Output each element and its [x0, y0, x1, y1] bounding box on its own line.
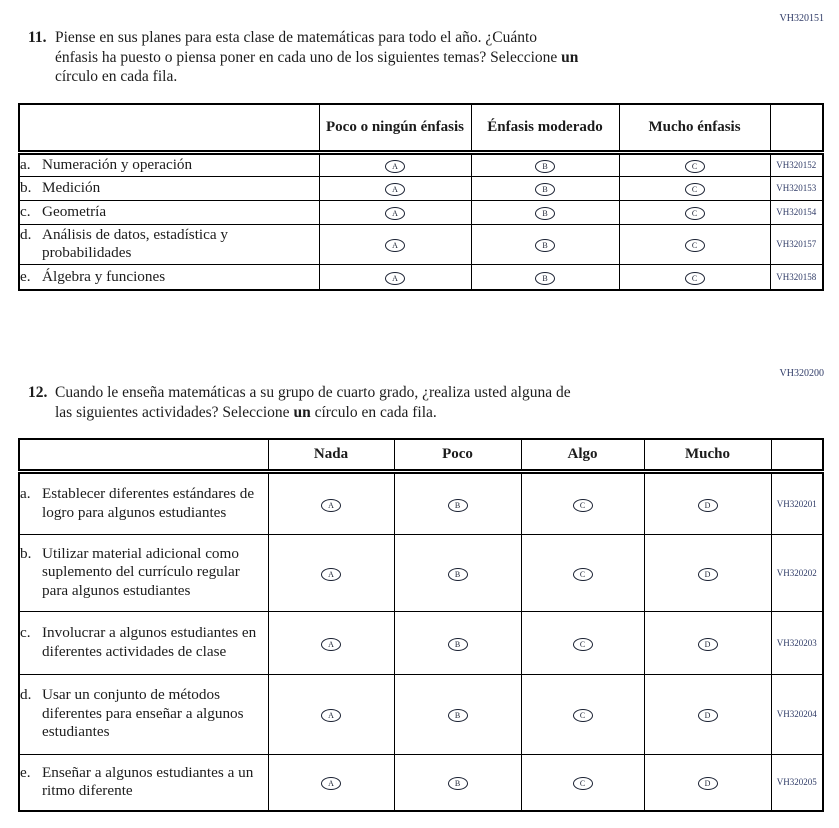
option-cell — [394, 534, 521, 611]
option-cell — [268, 611, 394, 674]
option-circle-c[interactable]: C — [573, 499, 593, 512]
table-row — [19, 176, 823, 200]
table-row — [19, 200, 823, 224]
option-cell — [471, 176, 619, 200]
option-cell — [319, 224, 471, 264]
option-cell — [619, 224, 770, 264]
row-label-cell: b. Utilizar material adicional como suplemento del currículo regular para algunos estudiantes — [19, 534, 268, 611]
option-circle-d[interactable]: D — [698, 499, 718, 512]
option-circle-b[interactable]: B — [535, 183, 555, 196]
table2-header-row — [19, 439, 823, 471]
option-cell — [521, 674, 644, 754]
header-nada: Nada — [268, 439, 394, 471]
row-code: VH320153 — [770, 176, 823, 200]
option-cell — [268, 754, 394, 811]
bold-un: un — [561, 48, 579, 66]
option-cell — [619, 176, 770, 200]
row-code: VH320201 — [771, 471, 823, 534]
option-cell — [471, 224, 619, 264]
question-11-line3: círculo en cada fila. — [55, 68, 178, 85]
question-11-code: VH320151 — [779, 13, 824, 24]
question-11-number: 11. — [28, 29, 47, 46]
option-cell — [394, 471, 521, 534]
option-circle-c[interactable]: C — [685, 207, 705, 220]
option-cell — [394, 674, 521, 754]
option-cell — [521, 471, 644, 534]
option-circle-c[interactable]: C — [685, 272, 705, 285]
header-empty — [19, 104, 319, 152]
question-11-text — [55, 28, 578, 87]
row-label-cell: a. Numeración y operación — [19, 152, 319, 176]
option-circle-c[interactable]: C — [573, 709, 593, 722]
header-poco: Poco — [394, 439, 521, 471]
option-cell — [619, 200, 770, 224]
row-code: VH320157 — [770, 224, 823, 264]
option-circle-d[interactable]: D — [698, 709, 718, 722]
header-empty — [770, 104, 823, 152]
table-row — [19, 611, 823, 674]
option-circle-a[interactable]: A — [385, 160, 405, 173]
row-label-cell: d. Análisis de datos, estadística y probabilidades — [19, 224, 319, 264]
option-cell — [319, 152, 471, 176]
table1-header-row — [19, 104, 823, 152]
question-11 — [28, 28, 653, 87]
option-circle-a[interactable]: A — [321, 568, 341, 581]
option-circle-c[interactable]: C — [685, 239, 705, 252]
row-label-cell: d. Usar un conjunto de métodos diferentes para enseñar a algunos estudiantes — [19, 674, 268, 754]
row-code: VH320204 — [771, 674, 823, 754]
option-cell — [521, 534, 644, 611]
option-circle-b[interactable]: B — [448, 568, 468, 581]
option-circle-a[interactable]: A — [321, 499, 341, 512]
option-cell — [644, 471, 771, 534]
option-circle-a[interactable]: A — [385, 183, 405, 196]
option-circle-a[interactable]: A — [385, 239, 405, 252]
option-circle-c[interactable]: C — [573, 638, 593, 651]
header-mucho: Mucho — [644, 439, 771, 471]
option-circle-a[interactable]: A — [321, 777, 341, 790]
option-cell — [471, 200, 619, 224]
table-row — [19, 152, 823, 176]
option-circle-b[interactable]: B — [448, 777, 468, 790]
header-poco-ningun-enfasis: Poco o ningún énfasis — [319, 104, 471, 152]
table-row — [19, 224, 823, 264]
option-cell — [619, 264, 770, 290]
table-row — [19, 264, 823, 290]
option-cell — [268, 674, 394, 754]
option-circle-c[interactable]: C — [573, 568, 593, 581]
header-empty — [771, 439, 823, 471]
question-12 — [28, 383, 678, 422]
row-code: VH320205 — [771, 754, 823, 811]
option-cell — [644, 674, 771, 754]
emphasis-table — [18, 103, 824, 291]
option-cell — [394, 754, 521, 811]
option-circle-c[interactable]: C — [685, 183, 705, 196]
header-mucho-enfasis: Mucho énfasis — [619, 104, 770, 152]
option-circle-b[interactable]: B — [448, 499, 468, 512]
option-cell — [619, 152, 770, 176]
option-circle-c[interactable]: C — [685, 160, 705, 173]
option-circle-a[interactable]: A — [385, 207, 405, 220]
option-circle-d[interactable]: D — [698, 568, 718, 581]
option-cell — [268, 534, 394, 611]
question-11-line2: énfasis ha puesto o piensa poner en cada uno de los siguientes temas? Seleccione un — [55, 48, 579, 66]
option-circle-b[interactable]: B — [535, 160, 555, 173]
option-circle-c[interactable]: C — [573, 777, 593, 790]
option-cell — [394, 611, 521, 674]
option-circle-b[interactable]: B — [448, 709, 468, 722]
question-12-line2: las siguientes actividades? Seleccione un círculo en cada fila. — [55, 403, 437, 421]
table-row — [19, 674, 823, 754]
question-12-number: 12. — [28, 384, 48, 401]
option-cell — [471, 264, 619, 290]
option-cell — [319, 264, 471, 290]
question-12-line1: Cuando le enseña matemáticas a su grupo de cuarto grado, ¿realiza usted alguna de — [55, 384, 571, 401]
row-label-cell: e. Enseñar a algunos estudiantes a un ritmo diferente — [19, 754, 268, 811]
bold-un: un — [293, 403, 311, 421]
option-circle-d[interactable]: D — [698, 638, 718, 651]
question-12-text — [55, 383, 571, 422]
row-code: VH320158 — [770, 264, 823, 290]
option-circle-b[interactable]: B — [448, 638, 468, 651]
header-enfasis-moderado: Énfasis moderado — [471, 104, 619, 152]
row-label-cell: e. Álgebra y funciones — [19, 264, 319, 290]
table-row — [19, 471, 823, 534]
option-circle-a[interactable]: A — [321, 638, 341, 651]
option-cell — [644, 754, 771, 811]
table-row — [19, 534, 823, 611]
question-12-code: VH320200 — [779, 368, 824, 379]
row-code: VH320203 — [771, 611, 823, 674]
option-cell — [319, 200, 471, 224]
row-label-cell: c. Involucrar a algunos estudiantes en diferentes actividades de clase — [19, 611, 268, 674]
option-circle-a[interactable]: A — [321, 709, 341, 722]
activities-table — [18, 438, 824, 812]
option-circle-a[interactable]: A — [385, 272, 405, 285]
option-circle-b[interactable]: B — [535, 272, 555, 285]
option-cell — [268, 471, 394, 534]
row-label-cell: b. Medición — [19, 176, 319, 200]
option-cell — [644, 611, 771, 674]
option-cell — [521, 611, 644, 674]
row-label-cell: c. Geometría — [19, 200, 319, 224]
option-circle-d[interactable]: D — [698, 777, 718, 790]
table-row — [19, 754, 823, 811]
option-circle-b[interactable]: B — [535, 239, 555, 252]
option-cell — [319, 176, 471, 200]
option-cell — [521, 754, 644, 811]
option-circle-b[interactable]: B — [535, 207, 555, 220]
header-algo: Algo — [521, 439, 644, 471]
row-code: VH320154 — [770, 200, 823, 224]
option-cell — [644, 534, 771, 611]
question-11-line1: Piense en sus planes para esta clase de matemáticas para todo el año. ¿Cuánto — [55, 29, 538, 46]
row-code: VH320152 — [770, 152, 823, 176]
header-empty — [19, 439, 268, 471]
row-code: VH320202 — [771, 534, 823, 611]
option-cell — [471, 152, 619, 176]
row-label-cell: a. Establecer diferentes estándares de logro para algunos estudiantes — [19, 471, 268, 534]
